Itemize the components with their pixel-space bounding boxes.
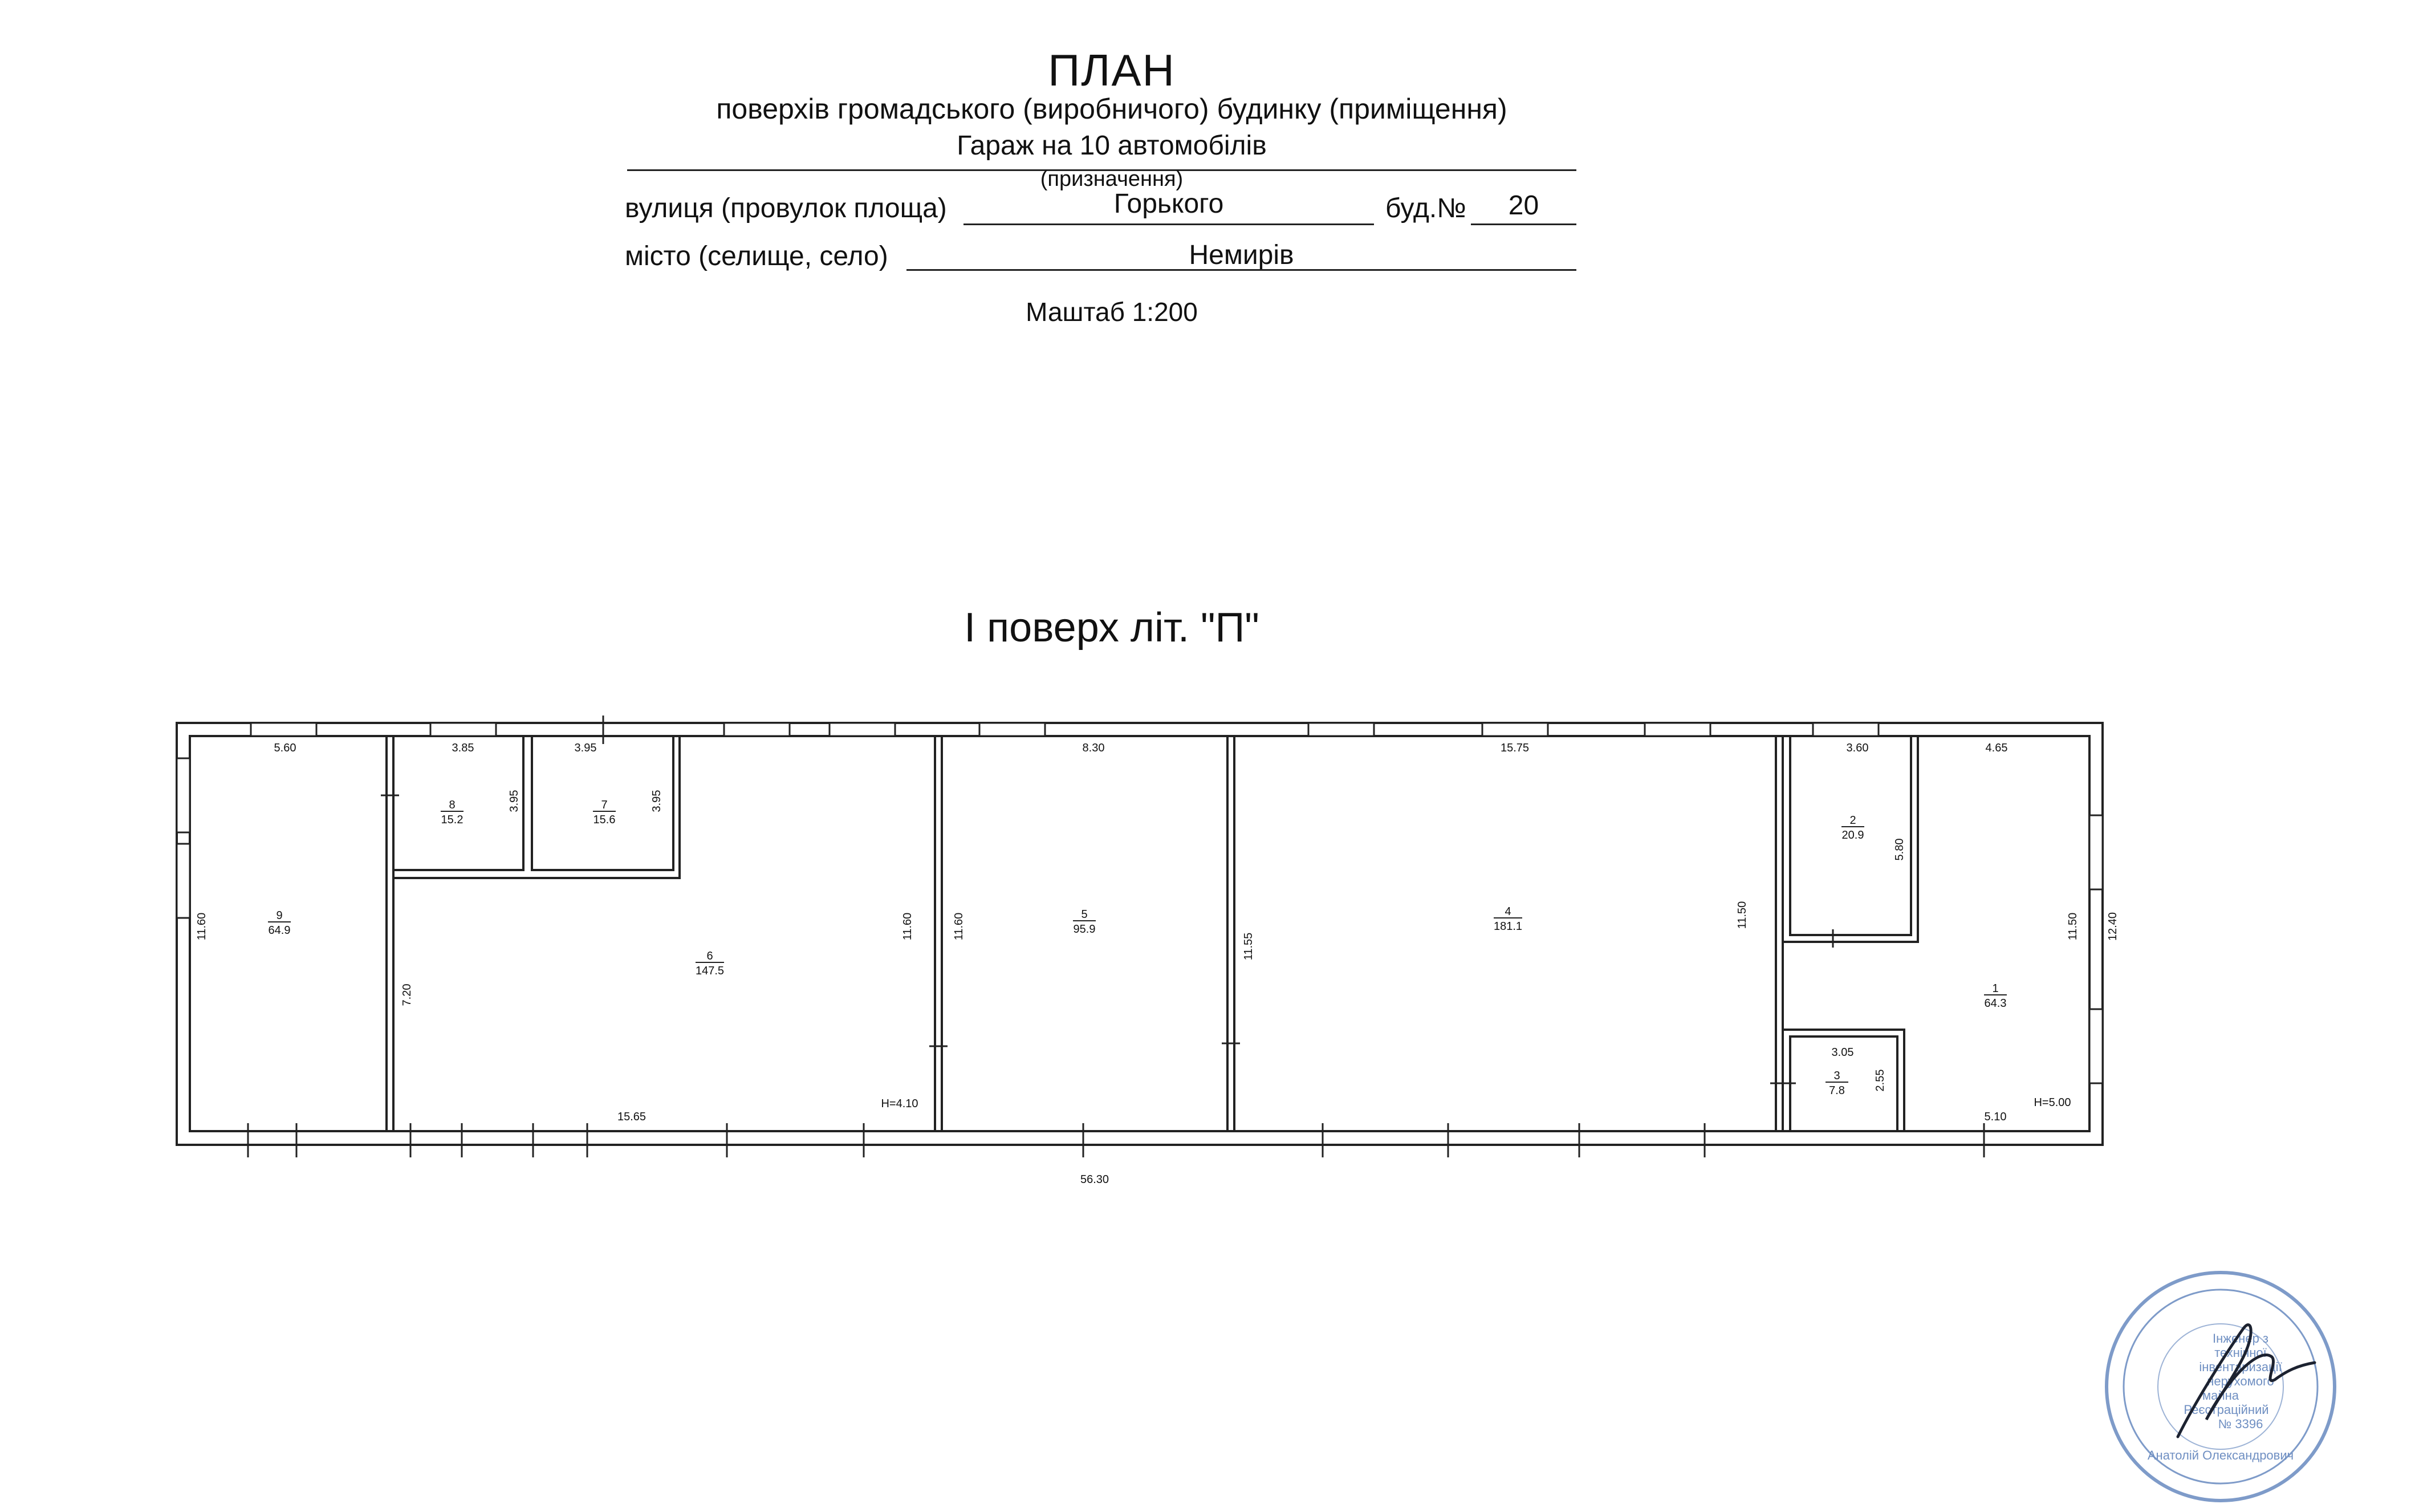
room-8-walls	[393, 736, 523, 870]
room-5-label	[1073, 908, 1096, 936]
building-value: 20	[1508, 190, 1539, 221]
dim-top: 15.75	[1500, 742, 1530, 754]
plan-subtitle: поверхів громадського (виробничого) будинку (приміщення)	[716, 93, 1507, 125]
purpose-caption: (призначення)	[1040, 167, 1184, 191]
stamp-text: нерухомого	[2207, 1374, 2274, 1388]
room-number: 8	[449, 799, 456, 811]
dim-top: 5.60	[274, 742, 296, 754]
city-label: місто (селище, село)	[625, 241, 888, 271]
stamp-text: Інженер з	[2212, 1331, 2269, 1346]
dim-room4-left: 11.55	[1242, 932, 1255, 961]
dim-room5-left: 11.60	[953, 912, 965, 941]
room-area: 15.6	[593, 814, 616, 826]
window	[979, 723, 1045, 736]
scale-label: Маштаб 1:200	[1026, 297, 1198, 327]
window	[1482, 723, 1548, 736]
room-area: 15.2	[441, 814, 464, 826]
window	[177, 844, 190, 918]
floor-title: І поверх літ. "П"	[964, 605, 1259, 651]
room-number: 7	[601, 799, 608, 811]
room-number: 5	[1081, 908, 1088, 921]
dim-room8-height: 3.95	[508, 790, 521, 812]
room-number: 4	[1505, 905, 1511, 918]
dim-room1-bottom: 5.10	[1984, 1111, 2007, 1123]
room-area: 20.9	[1841, 829, 1864, 842]
dim-top: 8.30	[1082, 742, 1105, 754]
room-number: 6	[706, 950, 713, 962]
window	[2089, 815, 2103, 889]
dim-room6-right: 11.60	[901, 912, 914, 941]
dim-room6-left: 7.20	[401, 983, 413, 1006]
room-area: 64.3	[1984, 997, 2007, 1010]
window	[251, 723, 316, 736]
stamp-text: № 3396	[2218, 1417, 2263, 1431]
dim-room7-height: 3.95	[650, 790, 663, 812]
dim-top: 3.60	[1846, 742, 1869, 754]
dim-overall-height: 12.40	[2107, 912, 2119, 941]
window	[830, 723, 895, 736]
dim-room3-height: 2.55	[1874, 1069, 1887, 1092]
certification-stamp	[2107, 1273, 2335, 1501]
room-4-label	[1494, 905, 1522, 933]
room-number: 3	[1833, 1070, 1840, 1082]
height-left: H=4.10	[881, 1098, 918, 1110]
stamp-text: технічної	[2214, 1346, 2267, 1360]
window	[1813, 723, 1879, 736]
plan-title: ПЛАН	[1048, 45, 1176, 95]
room-6-top-wall	[393, 736, 680, 878]
room-number: 1	[1992, 982, 1999, 995]
stamp-text: майна	[2202, 1388, 2239, 1403]
dim-room1-height: 11.50	[2067, 912, 2079, 941]
stamp-text: Анатолій Олександрович	[2147, 1448, 2294, 1462]
room-2-label	[1841, 814, 1864, 842]
dim-room6-bottom: 15.65	[617, 1111, 647, 1123]
room-9-label	[268, 909, 291, 937]
inner-wall-outline	[190, 736, 2089, 1131]
room-3-label	[1826, 1070, 1848, 1097]
window	[2089, 1009, 2103, 1083]
room-area: 95.9	[1073, 923, 1096, 936]
room-1-label	[1984, 982, 2007, 1010]
stamp-text: Реєстраційний	[2184, 1403, 2269, 1417]
dim-room3-width: 3.05	[1831, 1046, 1854, 1059]
room-area: 7.8	[1829, 1084, 1845, 1097]
dim-total-length: 56.30	[1080, 1173, 1109, 1186]
room-number: 9	[276, 909, 283, 922]
height-right: H=5.00	[2034, 1096, 2071, 1109]
dim-room2-height: 5.80	[1893, 838, 1906, 861]
window	[430, 723, 496, 736]
building-label: буд.№	[1385, 193, 1466, 223]
room-8-label	[441, 799, 464, 826]
street-label: вулиця (провулок площа)	[625, 193, 947, 223]
building-purpose: Гараж на 10 автомобілів	[957, 131, 1267, 161]
dim-top: 3.95	[574, 742, 597, 754]
dim-room4-right: 11.50	[1736, 901, 1749, 929]
room-area: 64.9	[268, 924, 291, 937]
room-area: 181.1	[1493, 920, 1523, 933]
window	[177, 758, 190, 832]
dim-top: 3.85	[452, 742, 474, 754]
street-value: Горького	[1113, 189, 1224, 219]
stamp-text: інвентаризації	[2199, 1360, 2282, 1374]
dim-room9-height: 11.60	[196, 912, 208, 941]
room-6-label	[696, 950, 724, 977]
window	[1645, 723, 1710, 736]
room-7-label	[593, 799, 616, 826]
room-number: 2	[1849, 814, 1856, 827]
window	[724, 723, 790, 736]
window	[1308, 723, 1374, 736]
city-value: Немирів	[1189, 240, 1294, 270]
room-area: 147.5	[695, 965, 725, 977]
dim-top: 4.65	[1985, 742, 2008, 754]
